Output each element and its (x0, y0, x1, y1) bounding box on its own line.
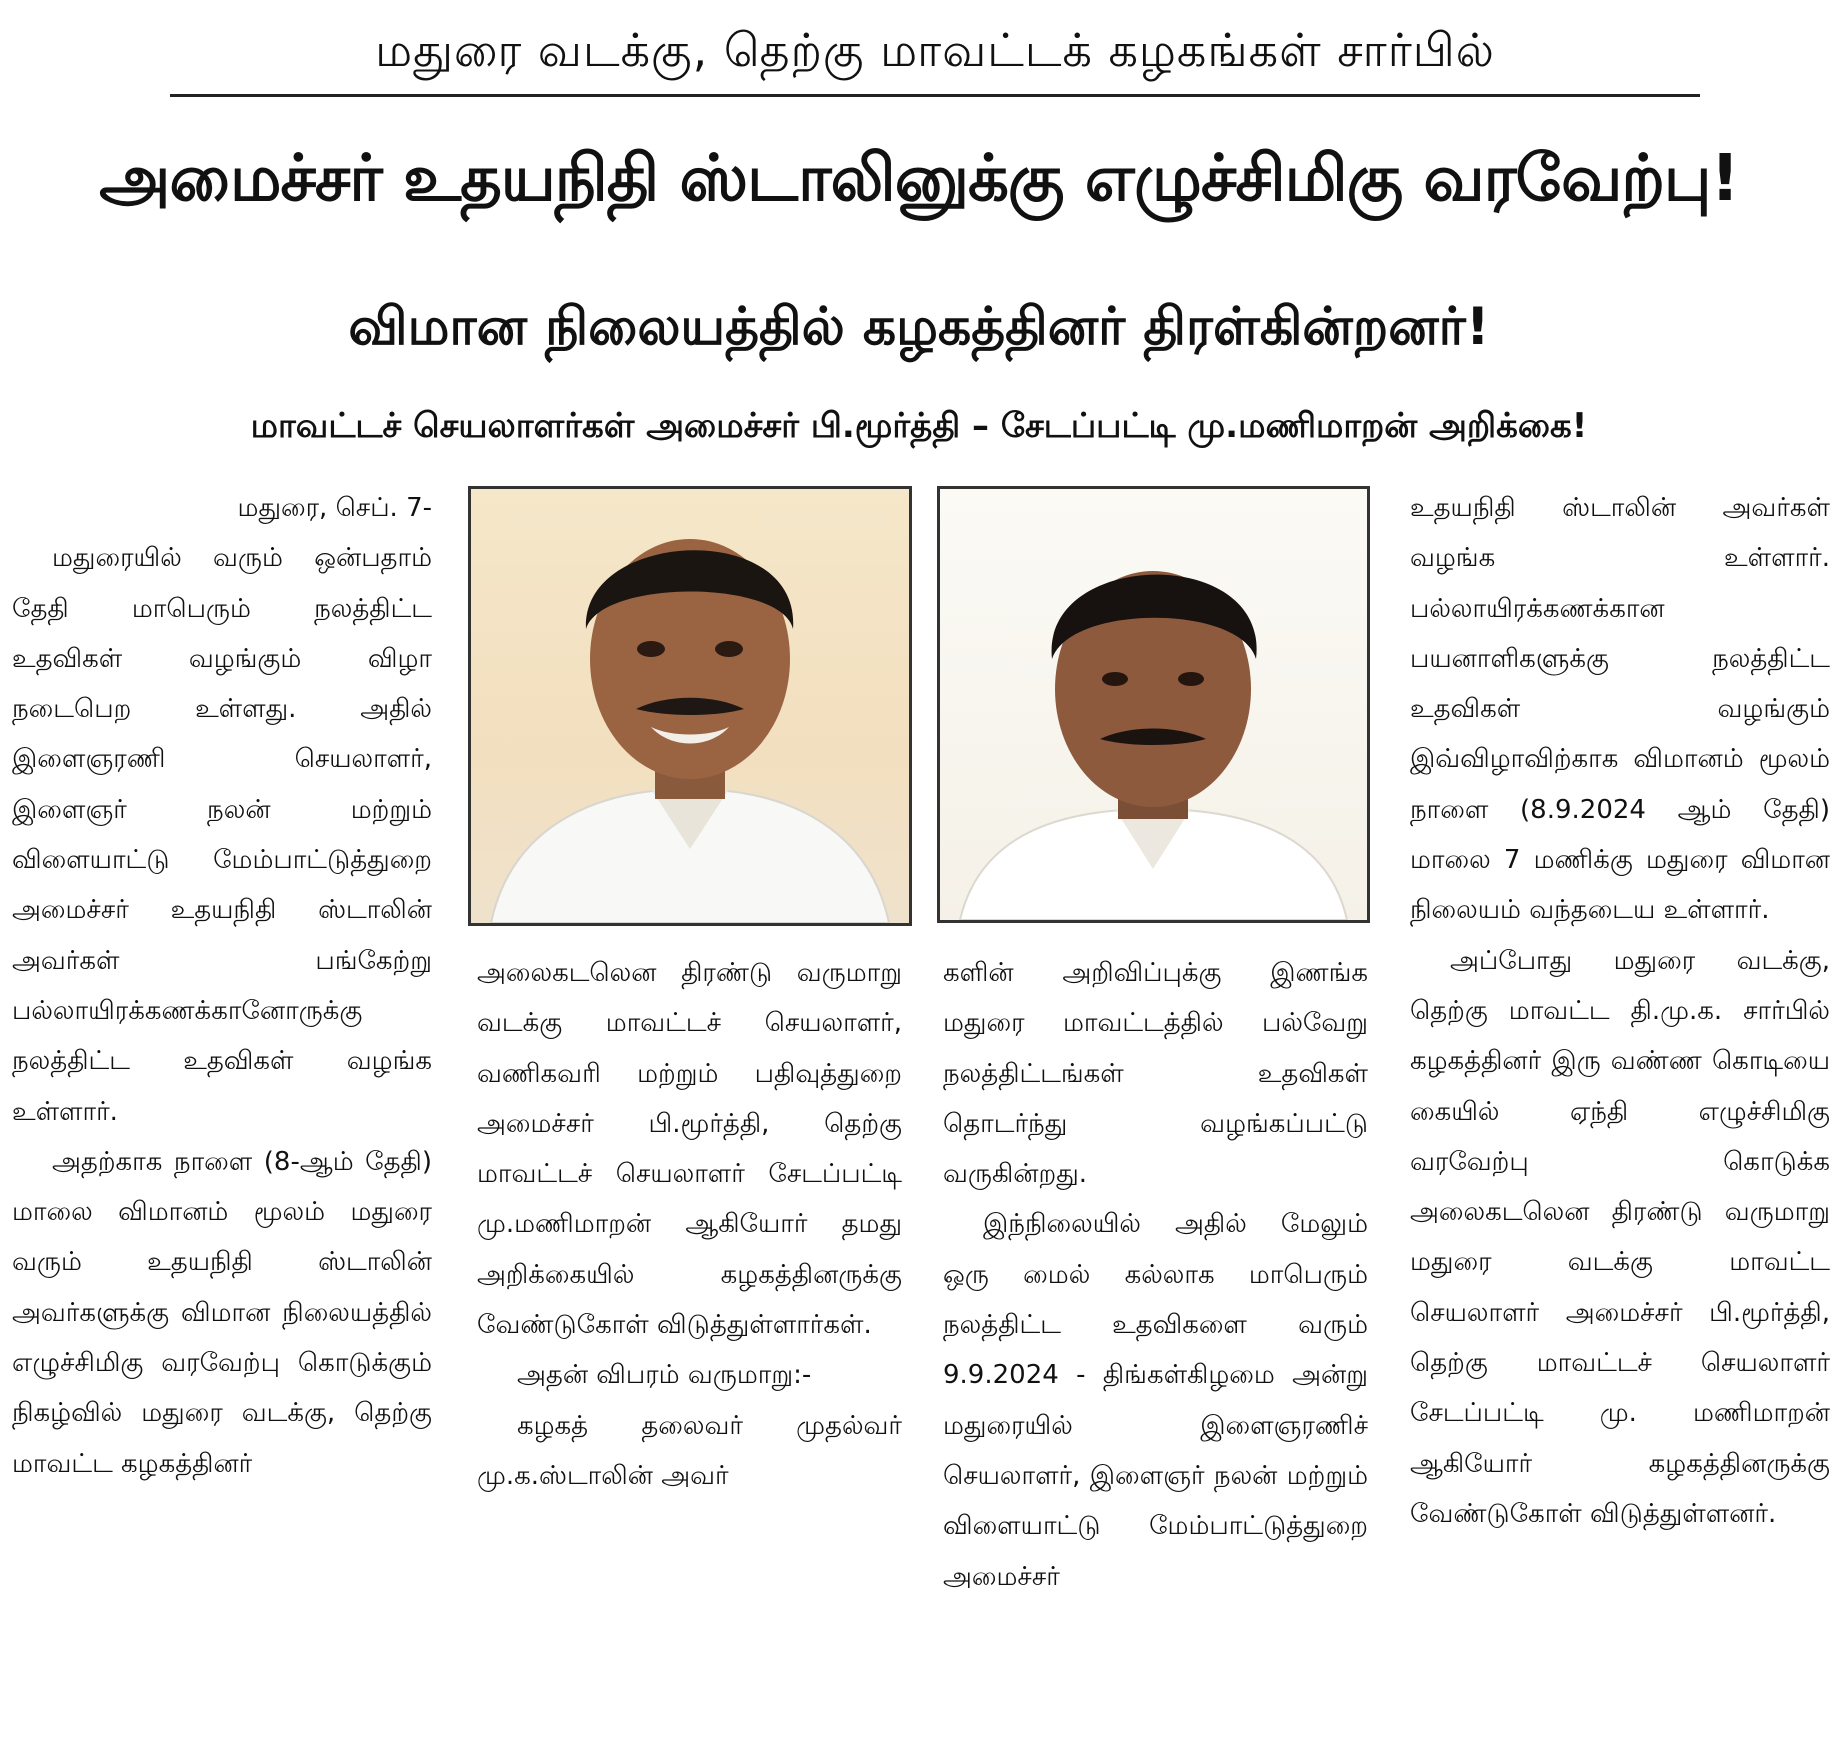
paragraph: கழகத் தலைவர் முதல்வர் மு.க.ஸ்டாலின் அவர் (477, 1410, 902, 1491)
paragraph: அதன் விபரம் வருமாறு:- (517, 1360, 812, 1391)
headline-text: அமைச்சர் உதயநிதி ஸ்டாலினுக்கு எழுச்சிமிகு வரவேற்பு! (99, 142, 1739, 216)
article-column-2 (477, 948, 902, 1748)
paragraph: களின் அறிவிப்புக்கு இணங்க மதுரை மாவட்டத்தில் பல்வேறு நலத்திட்டங்கள் உதவிகள் தொடர்ந்து வழங்கப்பட்டு வருகின்றது. (943, 958, 1368, 1190)
deck-text: மாவட்டச் செயலாளர்கள் அமைச்சர் பி.மூர்த்தி – சேடப்பட்டி மு.மணிமாறன் அறிக்கை! (250, 406, 1588, 446)
paragraph: உதயநிதி ஸ்டாலின் அவர்கள் வழங்க உள்ளார். பல்லாயிரக்கணக்கான பயனாளிகளுக்கு நலத்திட்ட உதவிகள் வழங்கும் இவ்விழாவிற்காக விமானம் மூலம் நாளை (8.9.2024 ஆம் தேதி) மாலை 7 மணிக்கு மதுரை விமான நிலையம் வந்தடைய உள்ளார். (1410, 493, 1830, 926)
paragraph: அலைகடலென திரண்டு வருமாறு வடக்கு மாவட்டச் செயலாளர், வணிகவரி மற்றும் பதிவுத்துறை அமைச்சர் பி.மூர்த்தி, தெற்கு மாவட்டச் செயலாளர் சேடப்பட்டி மு.மணிமாறன் ஆகியோர் தமது அறிக்கையில் கழகத்தினருக்கு வேண்டுகோள் விடுத்துள்ளார்கள். (477, 958, 902, 1341)
article-column-1 (12, 483, 432, 1751)
paragraph: மதுரையில் வரும் ஒன்பதாம் தேதி மாபெரும் நலத்திட்ட உதவிகள் வழங்கும் விழா நடைபெற உள்ளது. அதில் இளைஞரணி செயலாளர், இளைஞர் நலன் மற்றும் விளையாட்டு மேம்பாட்டுத்துறை அமைச்சர் உதயநிதி ஸ்டாலின் அவர்கள் பங்கேற்று பல்லாயிரக்கணக்கானோருக்கு நலத்திட்ட உதவிகள் வழங்க உள்ளார். (12, 543, 432, 1127)
portrait-illustration (471, 489, 909, 923)
kicker-line: மதுரை வடக்கு, தெற்கு மாவட்டக் கழகங்கள் சார்பில் (375, 22, 1495, 77)
portrait-photo-manimaran (937, 486, 1370, 923)
paragraph: இந்நிலையில் அதில் மேலும் ஒரு மைல் கல்லாக மாபெரும் நலத்திட்ட உதவிகளை வரும் 9.9.2024 - திங்கள்கிழமை அன்று மதுரையில் இளைஞரணிச் செயலாளர், இளைஞர் நலன் மற்றும் விளையாட்டு மேம்பாட்டுத்துறை அமைச்சர் (943, 1209, 1368, 1592)
paragraph: அப்போது மதுரை வடக்கு, தெற்கு மாவட்ட தி.மு.க. சார்பில் கழகத்தினர் இரு வண்ண கொடியை கையில் ஏந்தி எழுச்சிமிகு வரவேற்பு கொடுக்க அலைகடலென திரண்டு வருமாறு மதுரை வடக்கு மாவட்ட செயலாளர் அமைச்சர் பி.மூர்த்தி, தெற்கு மாவட்டச் செயலாளர் சேடப்பட்டி மு. மணிமாறன் ஆகியோர் கழகத்தினருக்கு வேண்டுகோள் விடுத்துள்ளனர். (1410, 945, 1830, 1529)
kicker-underline (170, 94, 1700, 97)
article-column-4 (1410, 483, 1830, 1751)
deck-line (0, 388, 1838, 468)
paragraph: அதற்காக நாளை (8-ஆம் தேதி) மாலை விமானம் மூலம் மதுரை வரும் உதயநிதி ஸ்டாலின் அவர்களுக்கு விமான நிலையத்தில் எழுச்சிமிகு வரவேற்பு கொடுக்கும் நிகழ்வில் மதுரை வடக்கு, தெற்கு மாவட்ட கழகத்தினர் (12, 1146, 432, 1479)
subheadline: விமான நிலையத்தில் கழகத்தினர் திரள்கின்றனர்! (348, 296, 1490, 357)
main-headline (0, 108, 1838, 258)
article-column-3 (943, 948, 1368, 1748)
portrait-illustration (940, 489, 1367, 920)
portrait-photo-murthy (468, 486, 912, 926)
dateline: மதுரை, செப். 7- (237, 493, 432, 523)
